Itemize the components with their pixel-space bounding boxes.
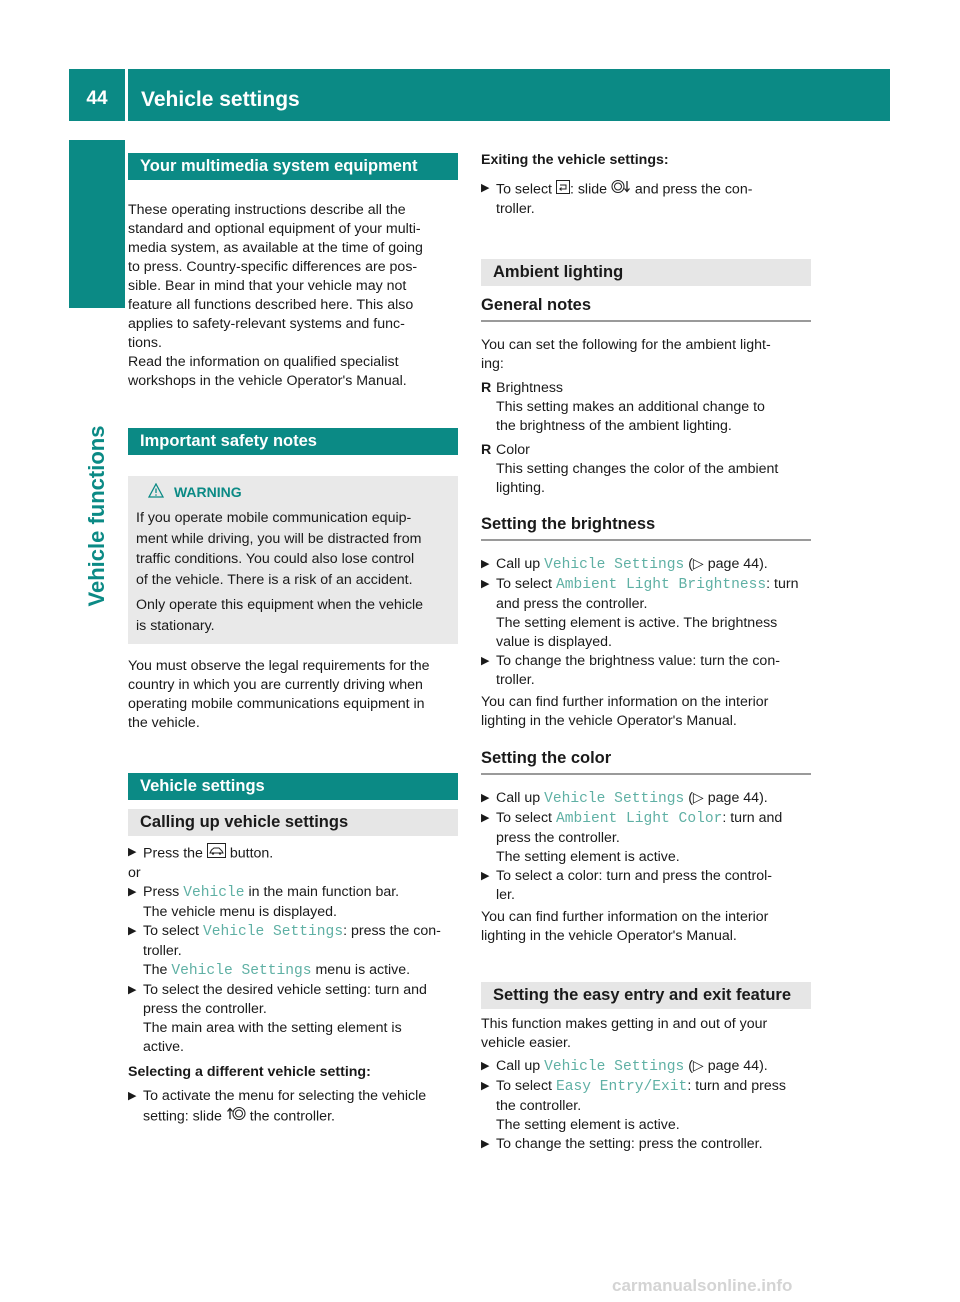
text-line: press the controller. (143, 1001, 267, 1017)
subsection-heading-calling-up: Calling up vehicle settings (128, 809, 458, 836)
text-line: You can find further information on the interior (481, 909, 769, 925)
step-select-vehicle-settings (128, 922, 458, 981)
text-line: operating mobile communications equipment in (128, 696, 425, 712)
text-line: To activate the menu for selecting the vehicle (143, 1088, 427, 1104)
step-change-setting (481, 1135, 811, 1154)
section-heading-easy-entry: Setting the easy entry and exit feature (481, 982, 811, 1009)
arrow-icon: ▶ (481, 1080, 490, 1092)
step-text: : turn (766, 576, 799, 592)
arrow-icon: ▶ (481, 1138, 490, 1150)
arrow-icon: ▶ (481, 558, 490, 570)
multimedia-para1 (128, 201, 458, 353)
text-line: traffic conditions. You could also lose control (136, 551, 415, 567)
subheading-exiting: Exiting the vehicle settings: (481, 152, 669, 168)
text-line: These operating instructions describe all the (128, 202, 406, 218)
step-press-vehicle (128, 883, 458, 922)
menu-item-easy-entry-exit: Easy Entry/Exit (555, 1079, 688, 1095)
text-line: standard and optional equipment of your multi- (128, 221, 421, 237)
bullet-brightness (481, 379, 811, 436)
right-column (481, 151, 811, 1154)
page-reference: (▷ page 44). (688, 1058, 768, 1074)
section-heading-multimedia: Your multimedia system equipment (128, 153, 458, 180)
step-text: To select (496, 576, 552, 592)
text-line: troller. (496, 201, 535, 217)
step-press-button (128, 843, 458, 864)
step-choose-color (481, 867, 811, 905)
watermark: carmanualsonline.info (612, 1276, 793, 1295)
section-heading-ambient: Ambient lighting (481, 259, 811, 286)
step-text: troller. (143, 943, 182, 959)
step-text: To select (143, 923, 199, 939)
step-text: Press (143, 884, 180, 900)
page-number: 44 (86, 88, 108, 109)
menu-item-ambient-light-color: Ambient Light Color (555, 811, 723, 827)
text-line: applies to safety-relevant systems and func- (128, 316, 405, 332)
back-icon (556, 180, 570, 200)
text-line: the controller. (496, 1098, 582, 1114)
text-line: This setting changes the color of the ambient (496, 461, 779, 477)
step-call-up-settings (481, 789, 811, 809)
text-line: To change the setting: press the controller. (496, 1136, 763, 1152)
text-line: sible. Bear in mind that your vehicle may not (128, 278, 407, 294)
slide-down-controller-icon (611, 179, 631, 200)
brightness-info (481, 693, 811, 731)
step-text: : turn and (722, 810, 783, 826)
arrow-icon: ▶ (481, 792, 490, 804)
arrow-icon: ▶ (128, 886, 137, 898)
step-text: Press the (143, 845, 203, 862)
text-line: workshops in the vehicle Operator's Manual. (128, 373, 407, 389)
text-line: You can set the following for the ambient light- (481, 337, 771, 353)
text-line: The setting element is active. (496, 849, 680, 865)
step-text: : slide (569, 181, 608, 198)
text-line: active. (143, 1039, 185, 1055)
text-line: tions. (128, 335, 162, 351)
bullet-label: Brightness (496, 380, 564, 396)
text-line: is stationary. (136, 617, 215, 634)
page-reference: (▷ page 44). (688, 790, 768, 806)
step-call-up-settings (481, 555, 811, 575)
step-text: and press the con- (634, 181, 753, 198)
sidebar-color-block (69, 140, 125, 308)
warning-text-2 (136, 595, 450, 636)
subheading-color: Setting the color (481, 749, 811, 775)
text-line (143, 1106, 458, 1127)
arrow-icon: ▶ (128, 846, 137, 858)
arrow-icon: ▶ (128, 984, 137, 996)
step-text: The vehicle menu is displayed. (143, 904, 337, 920)
text-line: country in which you are currently driving when (128, 677, 423, 693)
step-text: : turn and press (687, 1078, 786, 1094)
text-line: vehicle easier. (481, 1035, 571, 1051)
menu-item-vehicle-settings: Vehicle Settings (544, 1059, 685, 1075)
step-activate-menu (128, 1087, 458, 1127)
menu-item-ambient-light-brightness: Ambient Light Brightness (555, 577, 767, 593)
step-text: : press the con- (343, 923, 441, 939)
section-heading-safety: Important safety notes (128, 428, 458, 455)
legal-para (128, 657, 458, 733)
menu-item-vehicle: Vehicle (183, 885, 245, 901)
text-line: of the vehicle. There is a risk of an accident. (136, 571, 413, 588)
step-change-brightness (481, 652, 811, 690)
warning-triangle-icon (148, 483, 164, 505)
or-text: or (128, 865, 141, 881)
step-text: in the main function bar. (248, 884, 400, 900)
text-line: The main area with the setting element is (143, 1020, 402, 1036)
arrow-icon: ▶ (481, 182, 490, 194)
step-call-up-settings (481, 1057, 811, 1077)
bullet-icon: R (481, 380, 492, 396)
car-button-icon (207, 843, 226, 864)
step-select-desired-setting (128, 981, 458, 1057)
text-line: ler. (496, 887, 515, 903)
page-title: Vehicle settings (141, 88, 300, 111)
step-text: Call up (496, 790, 541, 806)
text-line: lighting. (496, 480, 545, 496)
menu-item-vehicle-settings: Vehicle Settings (544, 791, 685, 807)
arrow-icon: ▶ (481, 870, 490, 882)
text-line: To select a color: turn and press the control- (496, 868, 773, 884)
ambient-intro (481, 336, 811, 374)
text-line: You must observe the legal requirements for the (128, 658, 430, 674)
page-header (69, 69, 890, 121)
menu-item-vehicle-settings: Vehicle Settings (171, 963, 312, 979)
text-line: to press. Country-specific differences are pos- (128, 259, 418, 275)
text-line: lighting in the vehicle Operator's Manual. (481, 713, 737, 729)
text-line: The setting element is active. (496, 1117, 680, 1133)
step-text: button. (229, 845, 274, 862)
step-text: To select (496, 1078, 552, 1094)
arrow-icon: ▶ (481, 655, 490, 667)
arrow-icon: ▶ (128, 925, 137, 937)
slide-up-controller-icon (226, 1106, 246, 1127)
arrow-icon: ▶ (481, 578, 490, 590)
text-line: ment while driving, you will be distracted from (136, 530, 422, 547)
text-line: ing: (481, 356, 504, 372)
text-line: This function makes getting in and out of your (481, 1016, 768, 1032)
step-select-brightness (481, 575, 811, 652)
subheading-general-notes: General notes (481, 296, 811, 322)
step-text-line (143, 961, 458, 981)
text-line: press the controller. (496, 830, 620, 846)
step-select-color (481, 809, 811, 867)
text-line: Only operate this equipment when the vehicle (136, 597, 424, 613)
warning-label: WARNING (173, 484, 242, 500)
page-reference: (▷ page 44). (688, 556, 768, 572)
text-line: You can find further information on the interior (481, 694, 769, 710)
text-line: If you operate mobile communication equip- (136, 510, 412, 526)
easy-entry-intro (481, 1015, 811, 1053)
arrow-icon: ▶ (481, 1060, 490, 1072)
text-line: This setting makes an additional change to (496, 399, 765, 415)
multimedia-para2 (128, 353, 458, 391)
step-text: To select (496, 810, 552, 826)
warning-title-row (148, 482, 450, 504)
step-text: Call up (496, 556, 541, 572)
step-text: setting: slide (143, 1108, 222, 1125)
subheading-different-setting: Selecting a different vehicle setting: (128, 1064, 371, 1080)
step-text: the controller. (249, 1108, 335, 1125)
text-line: To change the brightness value: turn the con- (496, 653, 780, 669)
text-line: the brightness of the ambient lighting. (496, 418, 732, 434)
text-line: feature all functions described here. This also (128, 297, 414, 313)
text-line: lighting in the vehicle Operator's Manual. (481, 928, 737, 944)
step-select-easy-entry (481, 1077, 811, 1135)
text-line: To select the desired vehicle setting: turn and (143, 982, 427, 998)
color-info (481, 908, 811, 946)
left-column (128, 153, 458, 1127)
step-exit-settings (481, 179, 811, 219)
text-line: Read the information on qualified specialist (128, 354, 399, 370)
menu-item-vehicle-settings: Vehicle Settings (544, 557, 685, 573)
warning-text-1 (136, 508, 450, 590)
side-section-text: Vehicle functions (84, 425, 109, 607)
text-line: media system, as available at the time of going (128, 240, 423, 256)
text-line: The setting element is active. The brightness (496, 615, 778, 631)
text-line: the vehicle. (128, 715, 200, 731)
arrow-icon: ▶ (128, 1090, 137, 1102)
header-divider (125, 69, 128, 121)
step-text: menu is active. (315, 962, 411, 978)
text-line: and press the controller. (496, 596, 648, 612)
subheading-brightness: Setting the brightness (481, 515, 811, 541)
bullet-label: Color (496, 442, 530, 458)
warning-box (128, 476, 458, 644)
text-line: value is displayed. (496, 634, 612, 650)
step-text: Call up (496, 1058, 541, 1074)
text-line: troller. (496, 672, 535, 688)
arrow-icon: ▶ (481, 812, 490, 824)
bullet-icon: R (481, 442, 492, 458)
step-text: The (143, 962, 168, 978)
bullet-color (481, 441, 811, 498)
menu-item-vehicle-settings: Vehicle Settings (202, 924, 344, 940)
section-heading-vehicle-settings: Vehicle settings (128, 773, 458, 800)
step-text: To select (496, 181, 552, 198)
